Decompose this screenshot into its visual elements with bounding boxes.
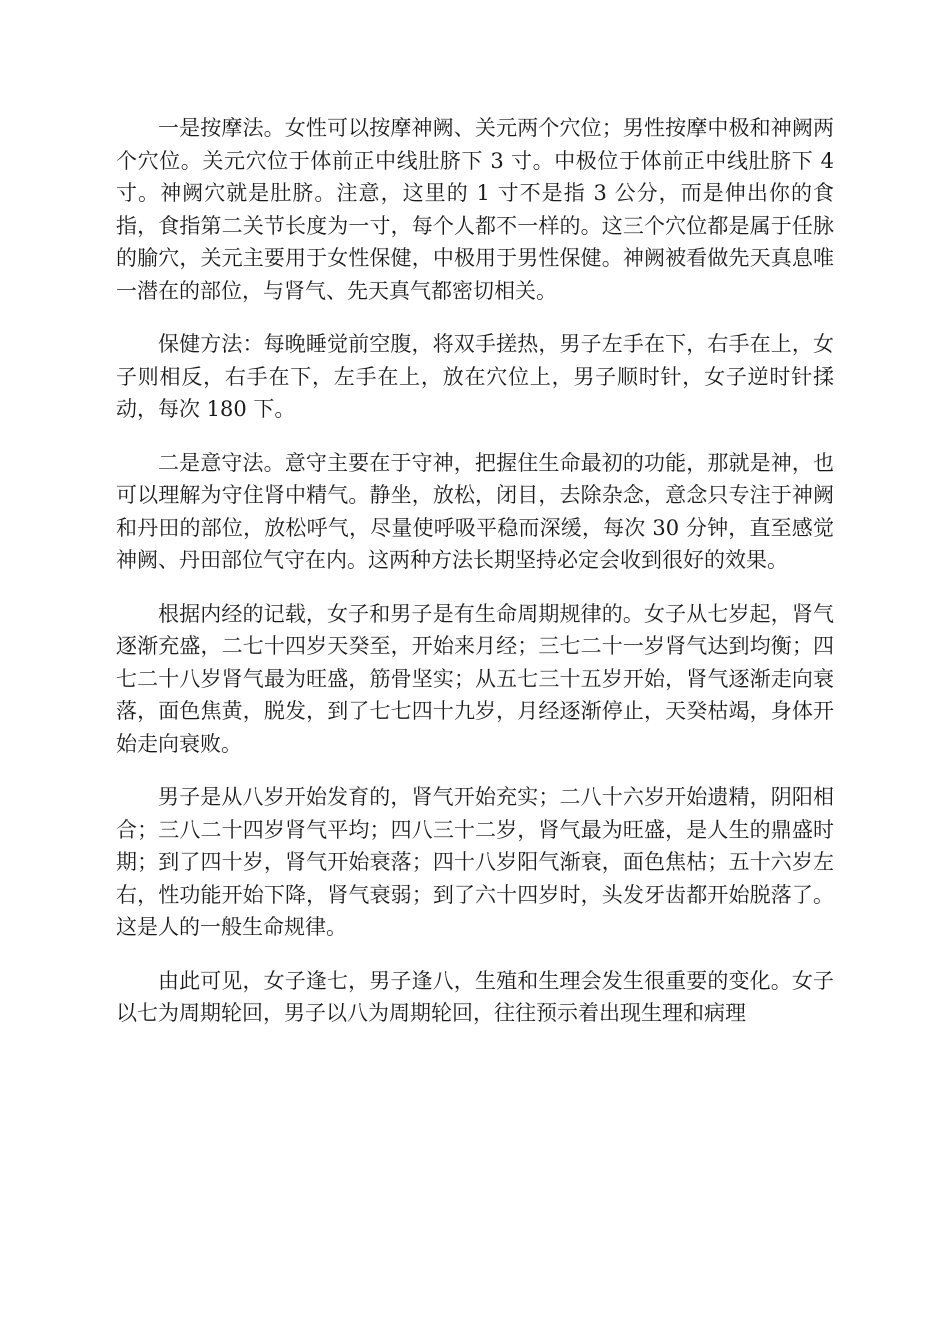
paragraph-male-life-cycle: 男子是从八岁开始发育的，肾气开始充实；二八十六岁开始遗精，阴阳相合；三八二十四岁肾气平均；四八三十二岁，肾气最为旺盛，是人生的鼎盛时期；到了四十岁，肾气开始衰落；四十八岁阳气渐衰，面色焦枯；五十六岁左右，性功能开始下降，肾气衰弱；到了六十四岁时，头发牙齿都开始脱落了。这是人的一般生命规律。 <box>116 785 834 939</box>
paragraph-health-method: 保健方法：每晚睡觉前空腹，将双手搓热，男子左手在下，右手在上，女子则相反，右手在下，左手在上，放在穴位上，男子顺时针，女子逆时针揉动，每次 180 下。 <box>116 332 834 421</box>
paragraph-cycle-conclusion: 由此可见，女子逢七，男子逢八，生殖和生理会发生很重要的变化。女子以七为周期轮回，男子以八为周期轮回，往往预示着出现生理和病理 <box>116 968 834 1025</box>
paragraph-massage-method: 一是按摩法。女性可以按摩神阙、关元两个穴位；男性按摩中极和神阙两个穴位。关元穴位于体前正中线肚脐下 3 寸。中极位于体前正中线肚脐下 4 寸。神阙穴就是肚脐。注意，这里的 1 寸不是指 3 公分，而是伸出你的食指，食指第二关节长度为一寸，每个人都不一样的。这三个穴位都是属于任脉的腧穴，关元主要用于女性保健，中极用于男性保健。神阙被看做先天真息唯一潜在的部位，与肾气、先天真气都密切相关。 <box>116 116 834 303</box>
paragraph-meditation-method: 二是意守法。意守主要在于守神，把握住生命最初的功能，那就是神，也可以理解为守住肾中精气。静坐，放松，闭目，去除杂念，意念只专注于神阙和丹田的部位，放松呼气，尽量使呼吸平稳而深缓，每次 30 分钟，直至感觉神阙、丹田部位气守在内。这两种方法长期坚持必定会收到很好的效果。 <box>116 450 834 572</box>
document-page <box>116 112 834 1051</box>
paragraph-female-life-cycle: 根据内经的记载，女子和男子是有生命周期规律的。女子从七岁起，肾气逐渐充盛，二七十四岁天癸至，开始来月经；三七二十一岁肾气达到均衡；四七二十八岁肾气最为旺盛，筋骨坚实；从五七三十五岁开始，肾气逐渐走向衰落，面色焦黄，脱发，到了七七四十九岁，月经逐渐停止，天癸枯竭，身体开始走向衰败。 <box>116 601 834 756</box>
